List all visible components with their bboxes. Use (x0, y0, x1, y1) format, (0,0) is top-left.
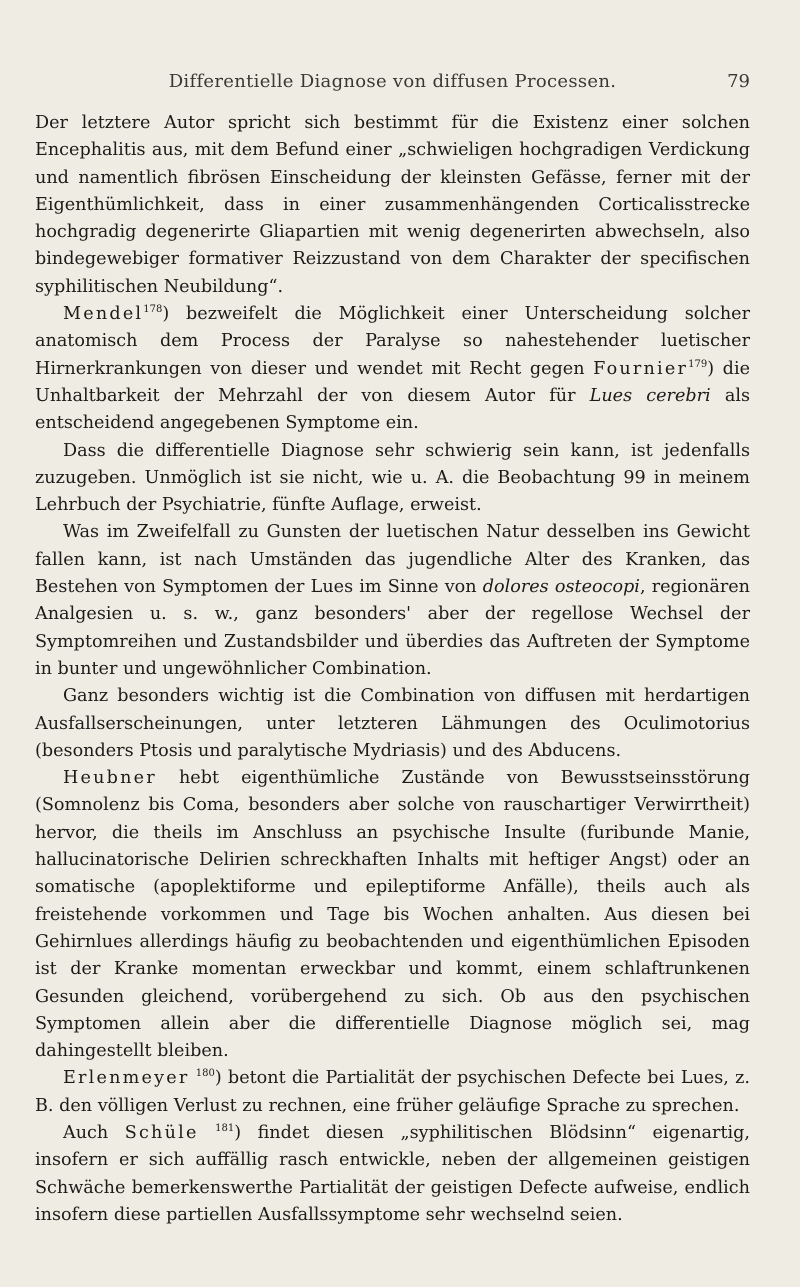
text-run: Dass die differentielle Diagnose sehr schwierig sein kann, ist jedenfalls zuzugeben. Unmöglich ist sie nicht, wie u. A. die Beobachtung 99 in meinem Lehrbuch der Psychiatrie, fünfte Auflage, erweist. (35, 440, 750, 516)
footnote-ref: 181 (215, 1123, 235, 1135)
paragraph (35, 519, 750, 683)
body-text (35, 110, 750, 1229)
text-run: hebt eigenthümliche Zustände von Bewusstseinsstörung (Somnolenz bis Coma, besonders aber solche von rauschartiger Verwirrtheit) hervor, die theils im Anschluss an psychische Insulte (furibunde Manie, hallucinatorische Delirien schreckhaften Inhalts mit heftiger Angst) oder an somatische (apoplektiforme und epileptiforme Anfälle), theils auch als freistehende vorkommen und Tage bis Wochen anhalten. Aus diesen bei Gehirnlues allerdings häufig zu beobachtenden und eigenthümlichen Episoden ist der Kranke momentan erweckbar und kommt, einem schlaftrunkenen Gesunden gleichend, vorübergehend zu sich. Ob aus den psychischen Symptomen allein aber die differentielle Diagnose möglich sei, mag dahingestellt bleiben. (35, 768, 750, 1062)
paragraph (35, 683, 750, 765)
text-run: Auch (63, 1122, 125, 1143)
author-name: Schüle (124, 1122, 199, 1143)
paragraph (35, 1065, 750, 1120)
text-run: ) betont die Partialität der psychischen Defecte bei Lues, z. B. den völligen Verlust zu rechnen, eine früher geläufige Sprache zu sprechen. (35, 1068, 751, 1116)
paragraph (35, 1120, 750, 1229)
text-run (199, 1123, 216, 1143)
text-run: Der letztere Autor spricht sich bestimmt für die Existenz einer solchen Encephalitis aus, mit dem Befund einer „schwieligen hochgradigen Verdickung und namentlich fibrösen Einscheidung der kleinsten Gefässe, ferner mit der Eigenthümlichkeit, dass in einer zusammenhängenden Corticalisstrecke hochgradig degenerirte Gliapartien mit wenig degenerirten abwechseln, also bindegewebiger formativer Reizzustand von dem Charakter der specifischen syphilitischen Neubildung“. (35, 113, 750, 297)
text-run: als entscheidend angegebenen Symptome ein. (35, 385, 750, 434)
paragraph (35, 301, 750, 437)
author-name: Erlenmeyer (63, 1068, 190, 1089)
text-run: ) bezweifelt die Möglichkeit einer Unterscheidung solcher anatomisch dem Process der Paralyse so nahestehender luetischer Hirnerkrankungen von dieser und wendet mit Recht gegen (35, 304, 750, 379)
running-head-title: Differentielle Diagnose von diffusen Processen. (168, 71, 617, 92)
paragraph (35, 438, 750, 520)
footnote-ref: 178 (143, 304, 163, 316)
author-name: Fournier (593, 358, 689, 379)
text-run: Was im Zweifelfall zu Gunsten der luetischen Natur desselben ins Gewicht fallen kann, ist nach Umständen das jugendliche Alter des Kranken, das Bestehen von Symptomen der Lues im Sinne von (35, 522, 750, 598)
author-name: Heubner (63, 768, 157, 789)
footnote-ref: 179 (688, 358, 708, 370)
page-number: 79 (727, 71, 750, 92)
text-run: , regionären Analgesien u. s. w., ganz besonders' aber der regellose Wechsel der Symptomreihen und Zustandsbilder und überdies das Auftreten der Symptome in bunter und ungewöhnlicher Combination. (35, 577, 750, 679)
paragraph (35, 110, 750, 301)
text-run: Ganz besonders wichtig ist die Combination von diffusen mit herdartigen Ausfallserscheinungen, unter letzteren Lähmungen des Oculimotorius (besonders Ptosis und paralytische Mydriasis) und des Abducens. (35, 686, 750, 761)
author-name: Mendel (63, 304, 144, 325)
text-run: ) findet diesen „syphilitischen Blödsinn“ eigenartig, insofern er sich auffällig rasch entwickle, neben der allgemeinen geistigen Schwäche bemerkenswerthe Partialität der geistigen Defecte aufweise, endlich insofern diese partiellen Ausfallssymptome sehr wechselnd seien. (35, 1122, 750, 1225)
text-run: ) die Unhaltbarkeit der Mehrzahl der von diesem Autor für (35, 358, 750, 406)
footnote-ref: 180 (195, 1068, 215, 1080)
paragraph (35, 765, 750, 1065)
italic-term: Lues cerebri (589, 385, 711, 406)
italic-term: dolores osteocopi (482, 577, 640, 598)
running-head (35, 71, 750, 103)
